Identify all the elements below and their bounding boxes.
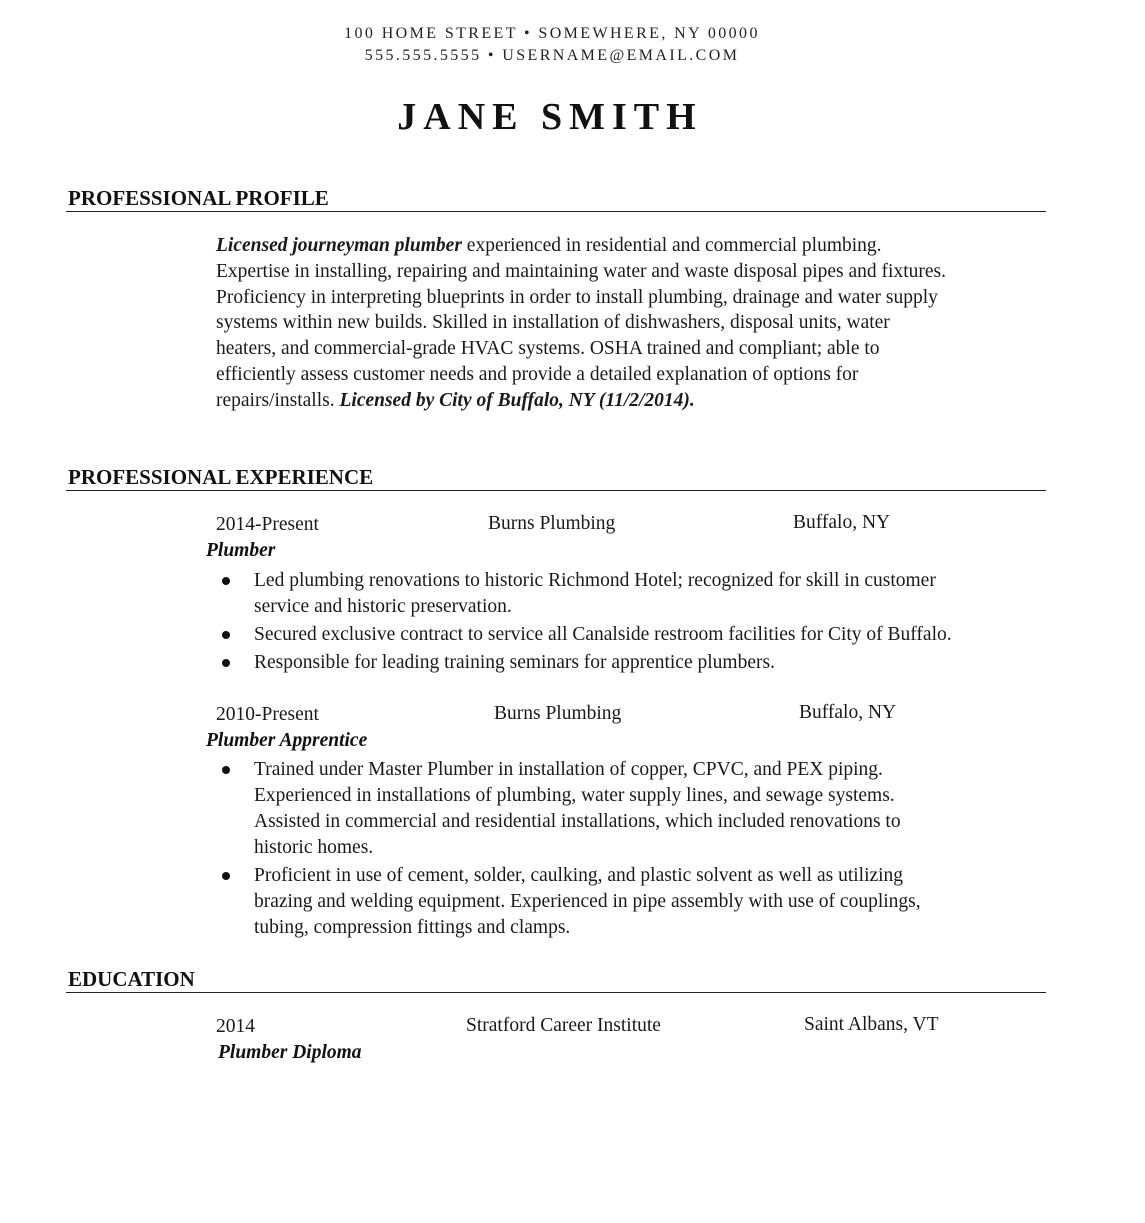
bullet-line: historic homes. bbox=[254, 837, 374, 858]
bullet-line: service and historic preservation. bbox=[254, 596, 512, 617]
profile-divider bbox=[66, 211, 1046, 212]
education-location: Saint Albans, VT bbox=[804, 1014, 939, 1035]
bullet-line: Trained under Master Plumber in installation of copper, CPVC, and PEX piping. bbox=[254, 759, 883, 780]
experience-divider bbox=[66, 490, 1046, 491]
profile-line-6: efficiently assess customer needs and provide a detailed explanation of options for bbox=[216, 363, 859, 385]
education-heading: EDUCATION bbox=[68, 967, 195, 991]
education-school: Stratford Career Institute bbox=[466, 1015, 661, 1036]
bullet-line: Responsible for leading training seminars for apprentice plumbers. bbox=[254, 652, 775, 673]
contact-phone-email: 555.555.5555 • USERNAME@EMAIL.COM bbox=[364, 47, 740, 64]
bullet-icon bbox=[222, 659, 230, 667]
profile-lead: Licensed journeyman plumber bbox=[216, 235, 462, 256]
job-1-company: Burns Plumbing bbox=[488, 513, 616, 534]
job-1-title: Plumber bbox=[206, 540, 276, 561]
education-degree: Plumber Diploma bbox=[218, 1042, 362, 1063]
job-2-company: Burns Plumbing bbox=[494, 703, 622, 724]
job-2-location: Buffalo, NY bbox=[799, 702, 897, 723]
profile-line-7: repairs/installs. bbox=[216, 389, 340, 411]
profile-heading: PROFESSIONAL PROFILE bbox=[68, 186, 329, 210]
list-item bbox=[216, 757, 1056, 861]
bullet-line: tubing, compression fittings and clamps. bbox=[254, 917, 571, 938]
job-1-location: Buffalo, NY bbox=[793, 512, 891, 533]
bullet-line: Secured exclusive contract to service all Canalside restroom facilities for City of Buffalo. bbox=[254, 624, 952, 645]
list-item bbox=[216, 622, 1056, 648]
education-year: 2014 bbox=[216, 1016, 255, 1037]
experience-heading: PROFESSIONAL EXPERIENCE bbox=[68, 465, 374, 489]
contact-address: 100 HOME STREET • SOMEWHERE, NY 00000 bbox=[344, 25, 760, 42]
applicant-name: JANE SMITH bbox=[397, 96, 703, 138]
profile-line-2: Expertise in installing, repairing and maintaining water and waste disposal pipes and fixtures. bbox=[216, 260, 946, 282]
list-item bbox=[216, 650, 1056, 676]
profile-line-3: Proficiency in interpreting blueprints in order to install plumbing, drainage and water supply bbox=[216, 286, 938, 308]
bullet-icon bbox=[222, 577, 230, 585]
job-1-dates: 2014-Present bbox=[216, 514, 319, 535]
job-1-bullets bbox=[216, 568, 1056, 676]
profile-summary bbox=[216, 233, 1056, 414]
bullet-icon bbox=[222, 872, 230, 880]
job-2-title: Plumber Apprentice bbox=[206, 730, 368, 751]
list-item bbox=[216, 863, 1056, 941]
job-2-dates: 2010-Present bbox=[216, 704, 319, 725]
bullet-icon bbox=[222, 631, 230, 639]
profile-line-1: experienced in residential and commercial plumbing. bbox=[461, 235, 882, 256]
job-2-bullets bbox=[216, 757, 1056, 941]
list-item bbox=[216, 568, 1056, 620]
profile-line-5: heaters, and commercial-grade HVAC systems. OSHA trained and compliant; able to bbox=[216, 338, 880, 360]
bullet-line: Proficient in use of cement, solder, caulking, and plastic solvent as well as utilizing bbox=[254, 865, 904, 886]
education-divider bbox=[66, 992, 1046, 993]
license-note: Licensed by City of Buffalo, NY (11/2/2014). bbox=[339, 389, 695, 411]
bullet-line: Assisted in commercial and residential installations, which included renovations to bbox=[254, 811, 901, 832]
bullet-line: Experienced in installations of plumbing, water supply lines, and sewage systems. bbox=[254, 785, 895, 806]
bullet-line: brazing and welding equipment. Experienced in pipe assembly with use of couplings, bbox=[254, 891, 921, 912]
bullet-icon bbox=[222, 766, 230, 774]
bullet-line: Led plumbing renovations to historic Richmond Hotel; recognized for skill in customer bbox=[254, 570, 936, 591]
profile-line-4: systems within new builds. Skilled in installation of dishwashers, disposal units, water bbox=[216, 312, 890, 334]
